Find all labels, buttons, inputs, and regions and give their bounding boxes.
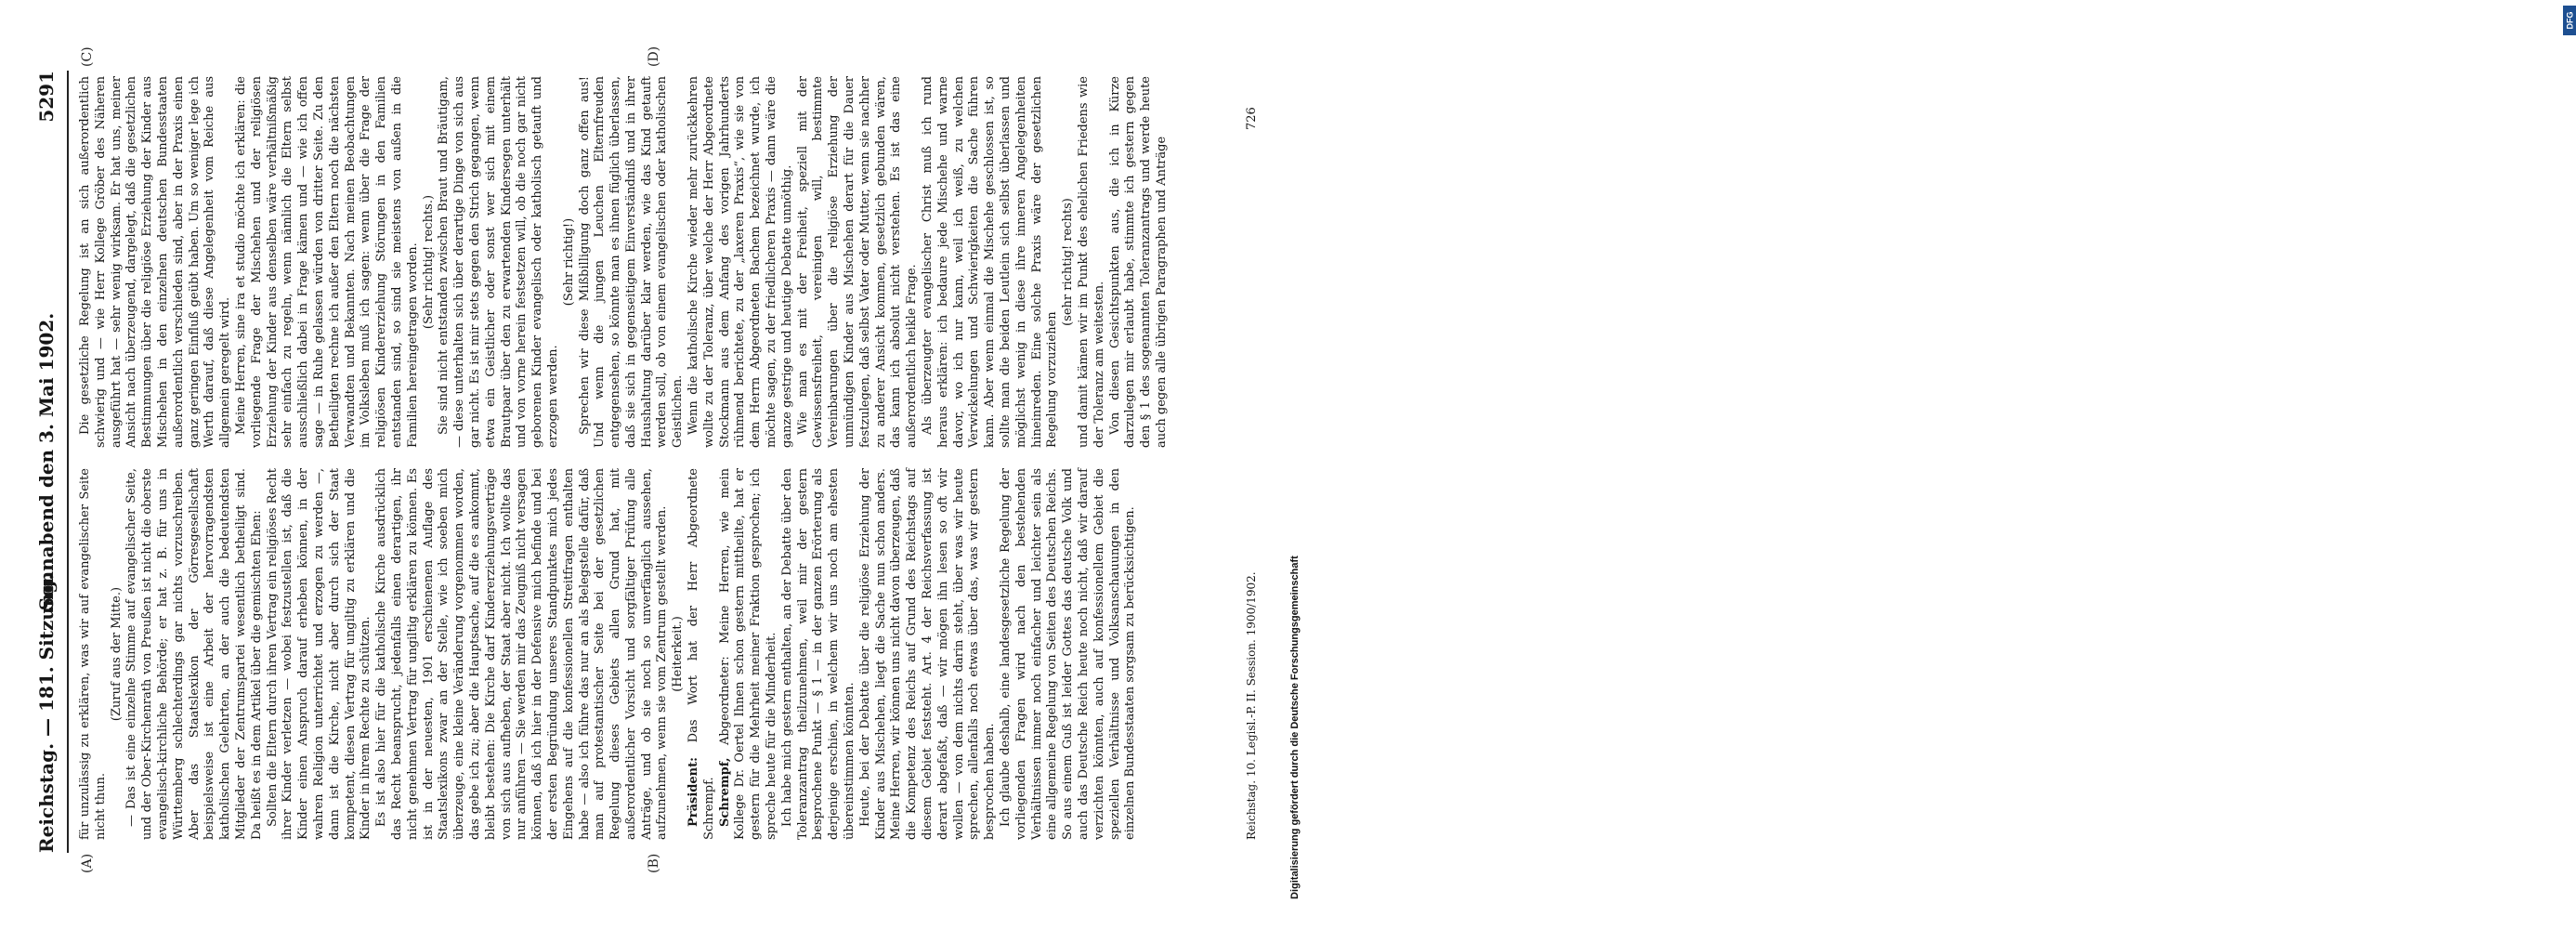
paragraph xyxy=(671,468,686,840)
paragraph-text: Von diesen Gesichtspunkten aus, die ich in Kürze darzulegen mir erlaubt habe, stimmte ich gestern gegen den § 1 des sogenannten Toleranzantrags und werde heute auch gegen alle übrigen Paragraphen und Anträge xyxy=(1107,76,1169,448)
speaker-name: Präsident: xyxy=(686,757,701,827)
page-number: 5291 xyxy=(35,71,58,123)
speaker-name: Schrempf, xyxy=(717,757,732,827)
paragraph-text: (sehr richtig! rechts) xyxy=(1061,198,1076,326)
left-column xyxy=(78,468,1239,840)
header-date: Sonnabend den 3. Mai 1902. xyxy=(35,312,58,611)
paragraph xyxy=(124,468,265,840)
paragraph xyxy=(266,468,375,840)
paragraph-text: für unzulässig zu erklären, was wir auf evangelischer Seite nicht thun. xyxy=(78,468,108,840)
paragraph-text: Sollten die Eltern durch ihren Vertrag ein religiöses Recht ihrer Kinder verletzen — wobei festzustellen ist, daß die Kinder einen Anspruch darauf erheben können, in der wahren Religion unterrichtet und erzogen zu werden —, dann ist die Kirche, nicht aber durch sich der Staat kompetent, diesen Vertrag für ungiltig zu erklären und die Kinder in ihrem Rechte zu schützen. xyxy=(265,468,373,840)
paragraph xyxy=(686,76,796,448)
dfg-logo xyxy=(2563,6,2576,35)
paragraph-text: Abgeordneter: Meine Herren, wie mein Kollege Dr. Oertel Ihnen schon gestern mittheilte, hat er gestern für die Mehrheit meiner Fraktion gesprochen; ich spreche heute für die Minderheit. xyxy=(717,468,779,840)
paragraph-text: Wenn die katholische Kirche wieder mehr zurückkehren wollte zu der Toleranz, über welche der Herr Abgeordnete Stockmann aus dem Anfang des vorigen Jahrhunderts rühmend berichtete, zu der „laxeren Praxis“, wie sie von dem Herrn Abgeordneten Bachem bezeichnet wurde, ich möchte sagen, zu der friedlicheren Praxis — dann wäre die ganze gestrige und heutige Debatte unnöthig. xyxy=(686,76,794,448)
paragraph-text: (Sehr richtig! rechts.) xyxy=(421,194,436,330)
footer-signature: 726 xyxy=(1245,107,1259,130)
paragraph xyxy=(921,76,1061,448)
paragraph xyxy=(1077,76,1108,448)
margin-marker-c: (C) xyxy=(80,46,95,67)
paragraph xyxy=(78,468,110,840)
paragraph xyxy=(562,76,578,448)
paragraph-text: (Heiterkeit.) xyxy=(671,616,686,692)
paragraph-text: — Das ist eine einzelne Stimme auf evangelischer Seite, und der Ober-Kirchenrath von Preußen ist nicht die oberste evangelisch-kirchliche Behörde; er hat z. B. für uns in Württemberg schlechterdings gar nichts vorzuschreiben. Aber das Staatslexikon der Görresgesellschaft beispielsweise ist eine Arbeit der hervorragendsten katholischen Gelehrten, an der auch die bedeutendsten Mitglieder der Zentrumspartei wesentlich betheiligt sind. Da heißt es in dem Artikel über die gemischten Ehen: xyxy=(124,468,264,840)
paragraph-text: Wie man es mit der Freiheit, speziell mit der Gewissensfreiheit, vereinigen will, bestimmte Vereinbarungen über die religiöse Erziehung der unmündigen Kinder aus Mischehen derart für die Dauer festzulegen, daß selbst Vater oder Mutter, wenn sie nachher zu anderer Ansicht kommen, gesetzlich gebunden wären, das kann ich absolut nicht verstehen. Es ist das eine außerordentlich heikle Frage. xyxy=(795,76,920,448)
margin-marker-d: (D) xyxy=(647,46,661,67)
paragraph-text: Sprechen wir diese Mißbilligung doch ganz offen aus! Und wenn die jungen Leuchen Elternfreuden entgegensehen, so könnte man es ihnen füglich überlassen, daß sie sich in gegenseitigem Einverständniß und in ihrer Haushaltung darüber klar werden, wie das Kind getauft werden soll, ob von einem evangelischen oder katholischen Geistlichen. xyxy=(577,76,686,448)
paragraph xyxy=(1108,76,1170,448)
paragraph-text: Ich glaube deshalb, eine landesgesetzliche Regelung der vorliegenden Fragen wird nach den bestehenden Verhältnissen immer noch einfacher und leichter sein als eine allgemeine Regelung von Seiten des Deutschen Reichs. So aus einem Guß ist leider Gottes das deutsche Volk und auch das Deutsche Reich heute noch nicht, daß wir darauf verzichten könnten, auch auf konfessionellem Gebiet die speziellen Verhältnisse und Volksanschauungen in den einzelnen Bundesstaaten sorgsam zu berücksichtigen. xyxy=(999,468,1138,840)
paragraph xyxy=(858,468,999,840)
paragraph-text: Als überzeugter evangelischer Christ muß ich rund heraus erklären: ich bedaure jede Mischehe und warne davor, wo ich nur kann, weil ich weiß, zu welchen Verwickelungen und Schwierigkeiten die Sache führen kann. Aber wenn einmal die Mischehe geschlossen ist, so sollte man die beiden Leutlein sich selbst überlassen und möglichst wenig in diese ihre inneren Angelegenheiten hineinreden. Eine solche Praxis wäre der gesetzlichen Regelung vorzuziehen xyxy=(921,76,1060,448)
margin-marker-b: (B) xyxy=(647,853,661,873)
paragraph-text: und damit kämen wir im Punkt des ehelichen Friedens wie der Toleranz am weitesten. xyxy=(1077,76,1106,448)
paragraph xyxy=(999,468,1139,840)
paragraph-text: Ich habe mich gestern enthalten, an der Debatte über den Toleranzantrag theilzunehmen, weil mir der gestern besprochene Punkt — § 1 — in der ganzen Erörterung als derjenige erschien, in welchem wir uns noch am ehesten übereinstimmen könnten. xyxy=(779,468,857,840)
paragraph-text: Die gesetzliche Regelung ist an sich außerordentlich schwierig und — wie Herr Kollege Gröber des Näheren ausgeführt hat — sehr wenig wirksam. Er hat uns, meiner Ansicht nach überzeugend, dargelegt, daß die gesetzlichen Bestimmungen über die religiöse Erziehung der Kinder aus Mischehen in den einzelnen deutschen Bundesstaaten außerordentlich verschieden sind, aber in der Praxis einen ganz geringen Einfluß geübt haben. Um so weniger lege ich Werth darauf, daß diese Angelegenheit vom Reiche aus allgemein geregelt wird. xyxy=(78,76,233,448)
paragraph-text: Heute, bei der Debatte über die religiöse Erziehung der Kinder aus Mischehen, liegt die Sache nun schon anders. Meine Herren, wir können uns nicht davon überzeugen, daß die Kompetenz des Reichs auf Grund des Reichstags auf diesem Gebiet feststeht. Art. 4 der Reichsverfassung ist derart abgefaßt, daß — wir mögen ihn lesen so oft wir wollen — von dem nichts darin steht, über was wir heute sprechen, allenfalls noch etwas über das, was wir gestern besprochen haben. xyxy=(857,468,998,840)
paragraph xyxy=(437,76,561,448)
paragraph xyxy=(234,76,422,448)
dfg-logo-text: DFG xyxy=(2565,11,2574,30)
header-left: Reichstag. — 181. Sitzung. xyxy=(35,573,58,853)
paragraph xyxy=(1061,76,1077,448)
paragraph-text: Das Wort hat der Herr Abgeordnete Schrempf. xyxy=(686,468,716,840)
paragraph xyxy=(796,76,921,448)
paragraph-text: (Zuruf aus der Mitte.) xyxy=(109,586,124,722)
paragraph xyxy=(422,76,438,448)
paragraph xyxy=(578,76,687,448)
right-column xyxy=(78,76,1239,448)
dfg-notice: Digitalisierung gefördert durch die Deutsche Forschungsgemeinschaft xyxy=(1289,556,1301,899)
paragraph-text: Es ist also hier für die katholische Kirche ausdrücklich das Recht beansprucht, jedenfalls einen derartigen, ihr nicht genehmen Vertrag für ungiltig erklären zu können. Es ist in der neuesten, 1901 erschienenen Auflage des Staatslexikons zwar an der Stelle, wie ich soeben mich überzeuge, eine kleine Veränderung vorgenommen worden, das gebe ich zu; aber die Hauptsache, auf die es ankommt, bleibt bestehen: Die Kirche darf Kindererziehungsverträge von sich aus aufheben, der Staat aber nicht. Ich wollte das nur anführen — Sie werden mir das Zeugniß nicht versagen können, daß ich hier in der Defensive mich befinde und bei der ersten Begründung unseres Standpunktes mich jedes Eingehens auf die konfessionellen Streitfragen enthalten habe — also ich führe das nur an als Belegstelle dafür, daß man auf protestantischer Seite bei der gesetzlichen Regelung dieses Gebiets allen Grund hat, mit außerordentlicher Vorsicht und sorgfältiger Prüfung alle Anträge, und ob sie noch so unverfänglich aussehen, aufzunehmen, wenn sie vom Zentrum gestellt werden. xyxy=(374,468,670,840)
paragraph-text: Sie sind nicht entstanden zwischen Braut und Bräutigam, — diese unterhalten sich über derartige Dinge von sich aus gar nicht. Es ist mir stets gegen den Strich gegangen, wenn etwa ein Geistlicher oder sonst wer sich mit einem Brautpaar über den zu erwartenden Kindersegen unterhält und von vorne herein festsetzen will, ob die noch gar nicht geborenen Kinder evangelisch oder katholisch getauft und erzogen werden. xyxy=(437,76,560,448)
margin-marker-a: (A) xyxy=(80,853,95,873)
header-rule xyxy=(67,71,69,853)
paragraph-text: (Sehr richtig!) xyxy=(561,217,576,307)
paragraph xyxy=(780,468,858,840)
paragraph xyxy=(78,76,234,448)
paragraph xyxy=(718,468,780,840)
paragraph xyxy=(374,468,671,840)
paragraph-text: Meine Herren, sine ira et studio möchte ich erklären: die vorliegende Frage der Mischehen und der religiösen Erziehung der Kinder aus denselben wäre verhältnißmäßig sehr einfach zu regeln, wenn nämlich die Eltern selbst ausschließlich dabei in Frage kämen und — wie ich offen sage — in Ruhe gelassen würden von dritter Seite. Zu den Betheiligten rechne ich außer den Eltern noch die nächsten Verwandten und Bekannten. Nach meinen Beobachtungen im Volksleben muß ich sagen: wenn über die Frage der religiösen Kindererziehung Störungen in den Familien entstanden sind, so sind sie meistens von außen in die Familien hereingetragen worden. xyxy=(233,76,420,448)
paragraph xyxy=(110,468,125,840)
paragraph xyxy=(686,468,718,840)
footer-legislature: Reichstag. 10. Legisl.-P. II. Session. 1900/1902. xyxy=(1245,571,1258,840)
page-header xyxy=(35,71,65,853)
